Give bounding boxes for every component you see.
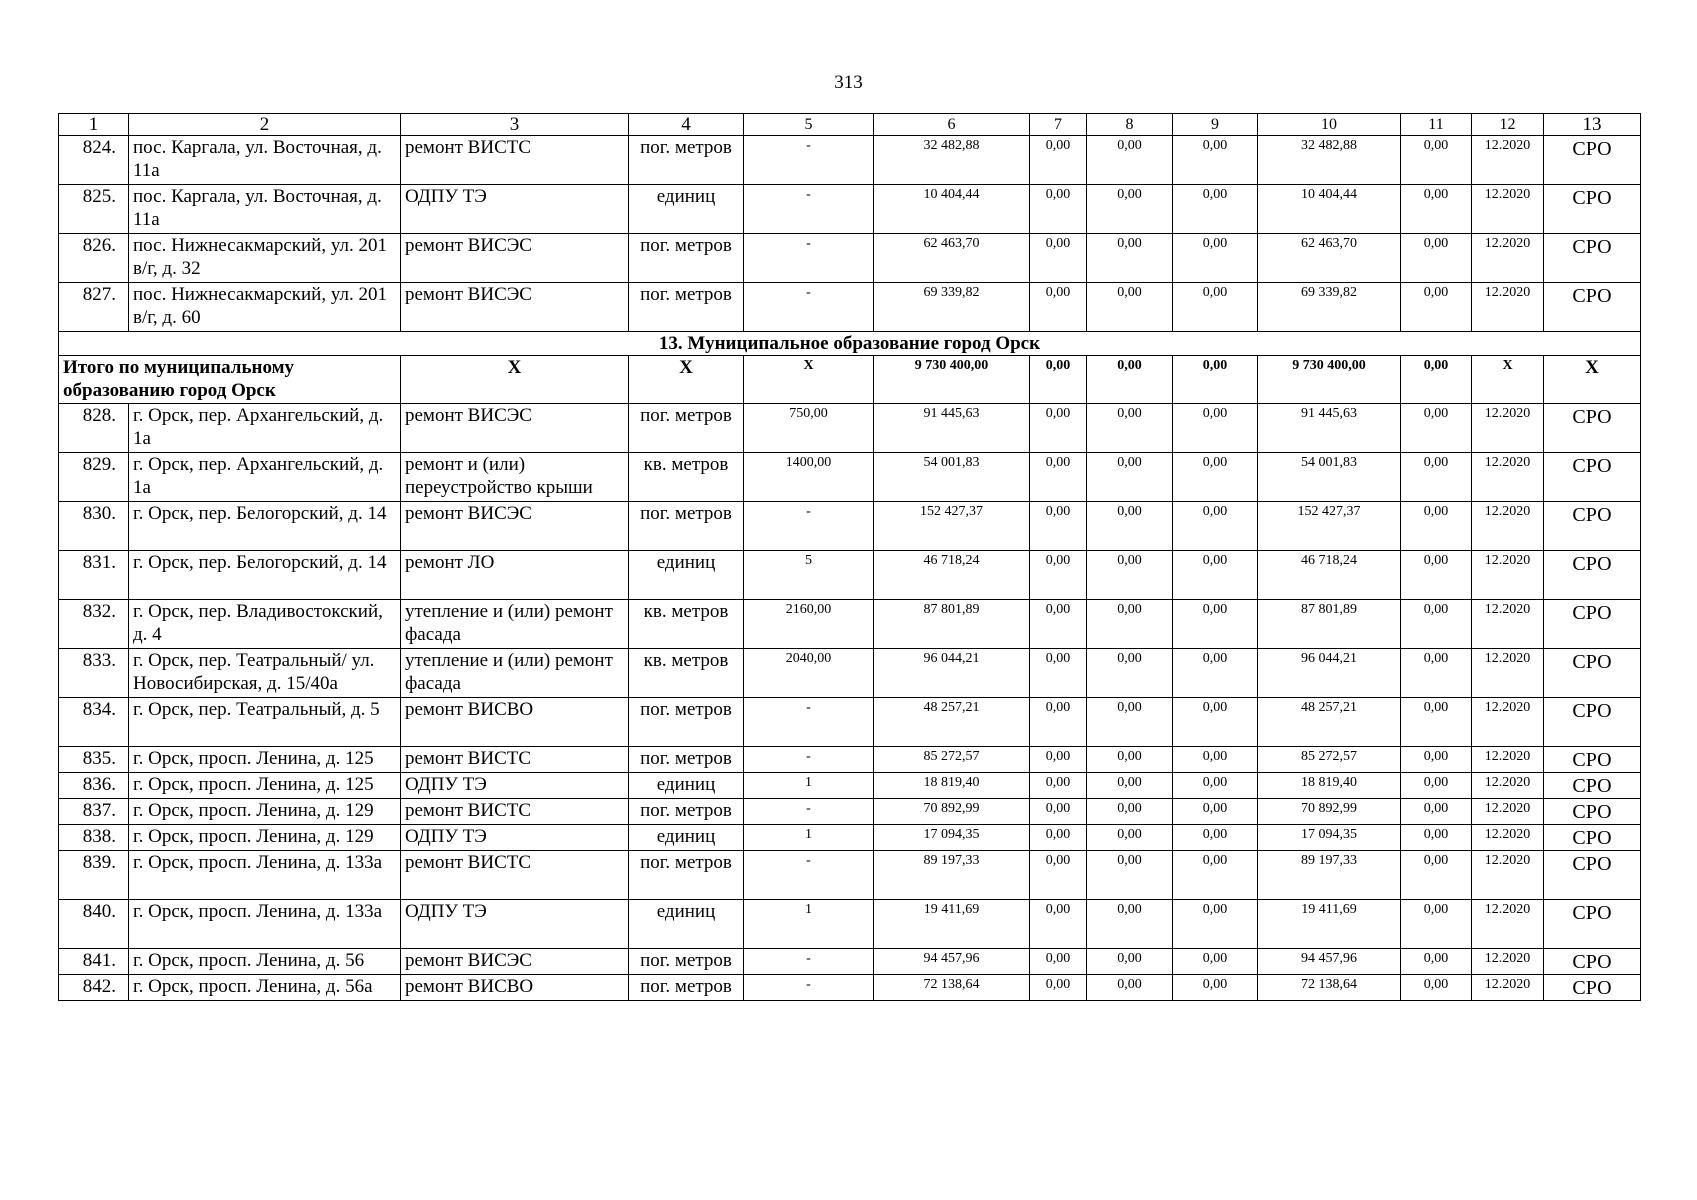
address-cell: пос. Каргала, ул. Восточная, д. 11а xyxy=(129,136,401,185)
work-type-cell: ремонт ВИСТС xyxy=(401,747,629,773)
total-cell: Х xyxy=(1544,356,1641,404)
table-row xyxy=(59,234,1641,283)
value-cell: 0,00 xyxy=(1401,453,1472,502)
row-number: 835. xyxy=(59,747,129,773)
header-cell: 2 xyxy=(129,114,401,136)
value-cell: 0,00 xyxy=(1401,851,1472,900)
work-type-cell: ОДПУ ТЭ xyxy=(401,185,629,234)
value-cell: 0,00 xyxy=(1087,949,1173,975)
method-cell: СРО xyxy=(1544,975,1641,1001)
value-cell: 0,00 xyxy=(1173,851,1258,900)
address-cell: г. Орск, пер. Владивостокский, д. 4 xyxy=(129,600,401,649)
row-number: 825. xyxy=(59,185,129,234)
unit-cell: пог. метров xyxy=(629,698,744,747)
deadline-cell: 12.2020 xyxy=(1472,502,1544,551)
cost-fund-cell: 72 138,64 xyxy=(1258,975,1401,1001)
table-row xyxy=(59,851,1641,900)
address-cell: г. Орск, просп. Ленина, д. 129 xyxy=(129,825,401,851)
value-cell: 0,00 xyxy=(1087,975,1173,1001)
value-cell: 0,00 xyxy=(1087,502,1173,551)
cost-fund-cell: 87 801,89 xyxy=(1258,600,1401,649)
value-cell: 0,00 xyxy=(1173,773,1258,799)
deadline-cell: 12.2020 xyxy=(1472,799,1544,825)
table-row xyxy=(59,698,1641,747)
value-cell: 0,00 xyxy=(1030,851,1087,900)
unit-cell: единиц xyxy=(629,900,744,949)
table-row xyxy=(59,900,1641,949)
value-cell: 0,00 xyxy=(1401,698,1472,747)
work-type-cell: ремонт ВИСТС xyxy=(401,851,629,900)
value-cell: 0,00 xyxy=(1173,747,1258,773)
method-cell: СРО xyxy=(1544,747,1641,773)
page-number: 313 xyxy=(834,72,863,93)
deadline-cell: 12.2020 xyxy=(1472,600,1544,649)
address-cell: г. Орск, просп. Ленина, д. 125 xyxy=(129,773,401,799)
total-cell: 0,00 xyxy=(1030,356,1087,404)
value-cell: 0,00 xyxy=(1401,825,1472,851)
header-cell: 12 xyxy=(1472,114,1544,136)
quantity-cell: - xyxy=(744,136,874,185)
total-cell: Х xyxy=(401,356,629,404)
cost-fund-cell: 89 197,33 xyxy=(1258,851,1401,900)
cost-total-cell: 85 272,57 xyxy=(874,747,1030,773)
value-cell: 0,00 xyxy=(1087,453,1173,502)
unit-cell: единиц xyxy=(629,551,744,600)
value-cell: 0,00 xyxy=(1087,825,1173,851)
value-cell: 0,00 xyxy=(1173,502,1258,551)
value-cell: 0,00 xyxy=(1173,698,1258,747)
column-number-header xyxy=(59,114,1641,136)
work-type-cell: ремонт ЛО xyxy=(401,551,629,600)
cost-fund-cell: 62 463,70 xyxy=(1258,234,1401,283)
method-cell: СРО xyxy=(1544,949,1641,975)
deadline-cell: 12.2020 xyxy=(1472,283,1544,332)
value-cell: 0,00 xyxy=(1087,600,1173,649)
value-cell: 0,00 xyxy=(1030,551,1087,600)
value-cell: 0,00 xyxy=(1030,404,1087,453)
header-cell: 13 xyxy=(1544,114,1641,136)
quantity-cell: - xyxy=(744,799,874,825)
value-cell: 0,00 xyxy=(1173,136,1258,185)
cost-fund-cell: 69 339,82 xyxy=(1258,283,1401,332)
value-cell: 0,00 xyxy=(1401,502,1472,551)
total-cell: Х xyxy=(1472,356,1544,404)
cost-total-cell: 96 044,21 xyxy=(874,649,1030,698)
cost-total-cell: 10 404,44 xyxy=(874,185,1030,234)
value-cell: 0,00 xyxy=(1173,283,1258,332)
cost-total-cell: 72 138,64 xyxy=(874,975,1030,1001)
value-cell: 0,00 xyxy=(1087,747,1173,773)
value-cell: 0,00 xyxy=(1173,234,1258,283)
value-cell: 0,00 xyxy=(1087,649,1173,698)
cost-total-cell: 17 094,35 xyxy=(874,825,1030,851)
unit-cell: пог. метров xyxy=(629,283,744,332)
work-type-cell: утепление и (или) ремонт фасада xyxy=(401,649,629,698)
total-sum-cell: 9 730 400,00 xyxy=(1258,356,1401,404)
value-cell: 0,00 xyxy=(1401,283,1472,332)
value-cell: 0,00 xyxy=(1173,453,1258,502)
deadline-cell: 12.2020 xyxy=(1472,551,1544,600)
work-type-cell: ремонт ВИСЭС xyxy=(401,283,629,332)
row-number: 827. xyxy=(59,283,129,332)
deadline-cell: 12.2020 xyxy=(1472,453,1544,502)
total-cell: 0,00 xyxy=(1173,356,1258,404)
row-number: 842. xyxy=(59,975,129,1001)
cost-fund-cell: 17 094,35 xyxy=(1258,825,1401,851)
work-type-cell: ремонт ВИСЭС xyxy=(401,404,629,453)
unit-cell: единиц xyxy=(629,825,744,851)
table-row xyxy=(59,747,1641,773)
value-cell: 0,00 xyxy=(1030,283,1087,332)
deadline-cell: 12.2020 xyxy=(1472,773,1544,799)
value-cell: 0,00 xyxy=(1401,404,1472,453)
value-cell: 0,00 xyxy=(1030,799,1087,825)
unit-cell: пог. метров xyxy=(629,747,744,773)
cost-fund-cell: 54 001,83 xyxy=(1258,453,1401,502)
table-row xyxy=(59,799,1641,825)
deadline-cell: 12.2020 xyxy=(1472,234,1544,283)
work-type-cell: ремонт ВИСЭС xyxy=(401,502,629,551)
value-cell: 0,00 xyxy=(1030,600,1087,649)
quantity-cell: - xyxy=(744,283,874,332)
cost-fund-cell: 10 404,44 xyxy=(1258,185,1401,234)
row-number: 841. xyxy=(59,949,129,975)
unit-cell: пог. метров xyxy=(629,799,744,825)
value-cell: 0,00 xyxy=(1401,747,1472,773)
table-row xyxy=(59,453,1641,502)
table-row xyxy=(59,136,1641,185)
address-cell: г. Орск, пер. Театральный, д. 5 xyxy=(129,698,401,747)
row-number: 833. xyxy=(59,649,129,698)
address-cell: г. Орск, просп. Ленина, д. 56а xyxy=(129,975,401,1001)
quantity-cell: - xyxy=(744,185,874,234)
row-number: 832. xyxy=(59,600,129,649)
unit-cell: кв. метров xyxy=(629,600,744,649)
method-cell: СРО xyxy=(1544,698,1641,747)
method-cell: СРО xyxy=(1544,453,1641,502)
cost-total-cell: 54 001,83 xyxy=(874,453,1030,502)
value-cell: 0,00 xyxy=(1087,773,1173,799)
value-cell: 0,00 xyxy=(1087,185,1173,234)
value-cell: 0,00 xyxy=(1030,698,1087,747)
method-cell: СРО xyxy=(1544,649,1641,698)
header-cell: 8 xyxy=(1087,114,1173,136)
value-cell: 0,00 xyxy=(1401,975,1472,1001)
cost-fund-cell: 48 257,21 xyxy=(1258,698,1401,747)
value-cell: 0,00 xyxy=(1401,185,1472,234)
quantity-cell: - xyxy=(744,851,874,900)
total-cell: Х xyxy=(744,356,874,404)
value-cell: 0,00 xyxy=(1173,975,1258,1001)
quantity-cell: - xyxy=(744,698,874,747)
value-cell: 0,00 xyxy=(1087,698,1173,747)
address-cell: г. Орск, пер. Белогорский, д. 14 xyxy=(129,502,401,551)
header-cell: 9 xyxy=(1173,114,1258,136)
cost-fund-cell: 85 272,57 xyxy=(1258,747,1401,773)
table-row xyxy=(59,773,1641,799)
value-cell: 0,00 xyxy=(1030,136,1087,185)
unit-cell: пог. метров xyxy=(629,851,744,900)
deadline-cell: 12.2020 xyxy=(1472,825,1544,851)
work-type-cell: ремонт ВИСТС xyxy=(401,799,629,825)
table-row xyxy=(59,600,1641,649)
method-cell: СРО xyxy=(1544,185,1641,234)
repair-register-table xyxy=(58,113,1641,1001)
method-cell: СРО xyxy=(1544,851,1641,900)
total-label: Итого по муниципальному образованию город Орск xyxy=(59,356,401,404)
value-cell: 0,00 xyxy=(1030,949,1087,975)
value-cell: 0,00 xyxy=(1030,825,1087,851)
cost-total-cell: 18 819,40 xyxy=(874,773,1030,799)
value-cell: 0,00 xyxy=(1087,234,1173,283)
work-type-cell: ремонт ВИСВО xyxy=(401,975,629,1001)
row-number: 836. xyxy=(59,773,129,799)
unit-cell: пог. метров xyxy=(629,136,744,185)
cost-fund-cell: 91 445,63 xyxy=(1258,404,1401,453)
cost-total-cell: 70 892,99 xyxy=(874,799,1030,825)
cost-total-cell: 94 457,96 xyxy=(874,949,1030,975)
work-type-cell: ремонт ВИСТС xyxy=(401,136,629,185)
address-cell: пос. Нижнесакмарский, ул. 201 в/г, д. 60 xyxy=(129,283,401,332)
address-cell: г. Орск, пер. Архангельский, д. 1а xyxy=(129,404,401,453)
address-cell: г. Орск, пер. Архангельский, д. 1а xyxy=(129,453,401,502)
address-cell: г. Орск, просп. Ленина, д. 125 xyxy=(129,747,401,773)
quantity-cell: 1400,00 xyxy=(744,453,874,502)
value-cell: 0,00 xyxy=(1030,234,1087,283)
table-row xyxy=(59,404,1641,453)
row-number: 837. xyxy=(59,799,129,825)
quantity-cell: - xyxy=(744,747,874,773)
unit-cell: пог. метров xyxy=(629,949,744,975)
value-cell: 0,00 xyxy=(1087,551,1173,600)
method-cell: СРО xyxy=(1544,283,1641,332)
cost-total-cell: 46 718,24 xyxy=(874,551,1030,600)
address-cell: пос. Каргала, ул. Восточная, д. 11а xyxy=(129,185,401,234)
cost-fund-cell: 96 044,21 xyxy=(1258,649,1401,698)
value-cell: 0,00 xyxy=(1401,773,1472,799)
value-cell: 0,00 xyxy=(1401,949,1472,975)
row-number: 830. xyxy=(59,502,129,551)
quantity-cell: - xyxy=(744,949,874,975)
cost-fund-cell: 19 411,69 xyxy=(1258,900,1401,949)
value-cell: 0,00 xyxy=(1030,975,1087,1001)
row-number: 840. xyxy=(59,900,129,949)
unit-cell: единиц xyxy=(629,185,744,234)
value-cell: 0,00 xyxy=(1030,773,1087,799)
value-cell: 0,00 xyxy=(1173,600,1258,649)
quantity-cell: 2160,00 xyxy=(744,600,874,649)
value-cell: 0,00 xyxy=(1087,136,1173,185)
quantity-cell: 1 xyxy=(744,900,874,949)
unit-cell: пог. метров xyxy=(629,975,744,1001)
method-cell: СРО xyxy=(1544,551,1641,600)
method-cell: СРО xyxy=(1544,502,1641,551)
work-type-cell: ОДПУ ТЭ xyxy=(401,773,629,799)
deadline-cell: 12.2020 xyxy=(1472,900,1544,949)
method-cell: СРО xyxy=(1544,773,1641,799)
table-body xyxy=(59,114,1641,1001)
value-cell: 0,00 xyxy=(1087,799,1173,825)
deadline-cell: 12.2020 xyxy=(1472,649,1544,698)
value-cell: 0,00 xyxy=(1087,283,1173,332)
work-type-cell: утепление и (или) ремонт фасада xyxy=(401,600,629,649)
method-cell: СРО xyxy=(1544,600,1641,649)
quantity-cell: - xyxy=(744,975,874,1001)
unit-cell: пог. метров xyxy=(629,404,744,453)
value-cell: 0,00 xyxy=(1401,551,1472,600)
quantity-cell: 5 xyxy=(744,551,874,600)
total-row xyxy=(59,356,1641,404)
row-number: 838. xyxy=(59,825,129,851)
method-cell: СРО xyxy=(1544,799,1641,825)
value-cell: 0,00 xyxy=(1087,404,1173,453)
row-number: 826. xyxy=(59,234,129,283)
value-cell: 0,00 xyxy=(1173,900,1258,949)
value-cell: 0,00 xyxy=(1401,649,1472,698)
value-cell: 0,00 xyxy=(1401,136,1472,185)
header-cell: 10 xyxy=(1258,114,1401,136)
address-cell: г. Орск, просп. Ленина, д. 129 xyxy=(129,799,401,825)
deadline-cell: 12.2020 xyxy=(1472,185,1544,234)
value-cell: 0,00 xyxy=(1173,949,1258,975)
header-cell: 6 xyxy=(874,114,1030,136)
quantity-cell: 1 xyxy=(744,773,874,799)
header-cell: 3 xyxy=(401,114,629,136)
value-cell: 0,00 xyxy=(1173,551,1258,600)
deadline-cell: 12.2020 xyxy=(1472,975,1544,1001)
address-cell: г. Орск, просп. Ленина, д. 56 xyxy=(129,949,401,975)
cost-total-cell: 69 339,82 xyxy=(874,283,1030,332)
cost-total-cell: 89 197,33 xyxy=(874,851,1030,900)
table-row xyxy=(59,283,1641,332)
row-number: 829. xyxy=(59,453,129,502)
unit-cell: кв. метров xyxy=(629,649,744,698)
value-cell: 0,00 xyxy=(1030,900,1087,949)
cost-fund-cell: 46 718,24 xyxy=(1258,551,1401,600)
cost-total-cell: 19 411,69 xyxy=(874,900,1030,949)
deadline-cell: 12.2020 xyxy=(1472,747,1544,773)
method-cell: СРО xyxy=(1544,825,1641,851)
header-cell: 7 xyxy=(1030,114,1087,136)
address-cell: г. Орск, просп. Ленина, д. 133а xyxy=(129,900,401,949)
method-cell: СРО xyxy=(1544,234,1641,283)
cost-fund-cell: 152 427,37 xyxy=(1258,502,1401,551)
value-cell: 0,00 xyxy=(1030,747,1087,773)
method-cell: СРО xyxy=(1544,900,1641,949)
cost-total-cell: 32 482,88 xyxy=(874,136,1030,185)
section-row xyxy=(59,332,1641,356)
table-row xyxy=(59,551,1641,600)
value-cell: 0,00 xyxy=(1087,900,1173,949)
value-cell: 0,00 xyxy=(1173,404,1258,453)
row-number: 824. xyxy=(59,136,129,185)
total-sum-cell: 9 730 400,00 xyxy=(874,356,1030,404)
work-type-cell: ремонт ВИСЭС xyxy=(401,234,629,283)
cost-total-cell: 91 445,63 xyxy=(874,404,1030,453)
work-type-cell: ремонт ВИСЭС xyxy=(401,949,629,975)
work-type-cell: ОДПУ ТЭ xyxy=(401,825,629,851)
address-cell: г. Орск, пер. Белогорский, д. 14 xyxy=(129,551,401,600)
value-cell: 0,00 xyxy=(1087,851,1173,900)
value-cell: 0,00 xyxy=(1173,649,1258,698)
table-row xyxy=(59,975,1641,1001)
unit-cell: кв. метров xyxy=(629,453,744,502)
address-cell: пос. Нижнесакмарский, ул. 201 в/г, д. 32 xyxy=(129,234,401,283)
header-cell: 5 xyxy=(744,114,874,136)
row-number: 834. xyxy=(59,698,129,747)
cost-total-cell: 87 801,89 xyxy=(874,600,1030,649)
cost-fund-cell: 70 892,99 xyxy=(1258,799,1401,825)
deadline-cell: 12.2020 xyxy=(1472,949,1544,975)
value-cell: 0,00 xyxy=(1030,185,1087,234)
table-row xyxy=(59,185,1641,234)
value-cell: 0,00 xyxy=(1401,600,1472,649)
work-type-cell: ремонт и (или) переустройство крыши xyxy=(401,453,629,502)
header-cell: 4 xyxy=(629,114,744,136)
row-number: 831. xyxy=(59,551,129,600)
value-cell: 0,00 xyxy=(1173,799,1258,825)
table-row xyxy=(59,825,1641,851)
cost-fund-cell: 18 819,40 xyxy=(1258,773,1401,799)
deadline-cell: 12.2020 xyxy=(1472,404,1544,453)
quantity-cell: 2040,00 xyxy=(744,649,874,698)
method-cell: СРО xyxy=(1544,404,1641,453)
total-cell: 0,00 xyxy=(1401,356,1472,404)
value-cell: 0,00 xyxy=(1401,234,1472,283)
cost-total-cell: 62 463,70 xyxy=(874,234,1030,283)
deadline-cell: 12.2020 xyxy=(1472,698,1544,747)
quantity-cell: 750,00 xyxy=(744,404,874,453)
value-cell: 0,00 xyxy=(1030,502,1087,551)
deadline-cell: 12.2020 xyxy=(1472,851,1544,900)
cost-fund-cell: 94 457,96 xyxy=(1258,949,1401,975)
value-cell: 0,00 xyxy=(1401,799,1472,825)
row-number: 839. xyxy=(59,851,129,900)
total-cell: 0,00 xyxy=(1087,356,1173,404)
method-cell: СРО xyxy=(1544,136,1641,185)
cost-fund-cell: 32 482,88 xyxy=(1258,136,1401,185)
quantity-cell: 1 xyxy=(744,825,874,851)
section-title: 13. Муниципальное образование город Орск xyxy=(59,332,1641,356)
value-cell: 0,00 xyxy=(1401,900,1472,949)
work-type-cell: ОДПУ ТЭ xyxy=(401,900,629,949)
unit-cell: пог. метров xyxy=(629,234,744,283)
cost-total-cell: 48 257,21 xyxy=(874,698,1030,747)
table-row xyxy=(59,502,1641,551)
deadline-cell: 12.2020 xyxy=(1472,136,1544,185)
value-cell: 0,00 xyxy=(1030,453,1087,502)
address-cell: г. Орск, пер. Театральный/ ул. Новосибирская, д. 15/40а xyxy=(129,649,401,698)
table-row xyxy=(59,649,1641,698)
table-row xyxy=(59,949,1641,975)
header-cell: 11 xyxy=(1401,114,1472,136)
value-cell: 0,00 xyxy=(1173,825,1258,851)
value-cell: 0,00 xyxy=(1173,185,1258,234)
unit-cell: пог. метров xyxy=(629,502,744,551)
work-type-cell: ремонт ВИСВО xyxy=(401,698,629,747)
total-cell: Х xyxy=(629,356,744,404)
header-cell: 1 xyxy=(59,114,129,136)
cost-total-cell: 152 427,37 xyxy=(874,502,1030,551)
row-number: 828. xyxy=(59,404,129,453)
quantity-cell: - xyxy=(744,502,874,551)
address-cell: г. Орск, просп. Ленина, д. 133а xyxy=(129,851,401,900)
unit-cell: единиц xyxy=(629,773,744,799)
value-cell: 0,00 xyxy=(1030,649,1087,698)
quantity-cell: - xyxy=(744,234,874,283)
